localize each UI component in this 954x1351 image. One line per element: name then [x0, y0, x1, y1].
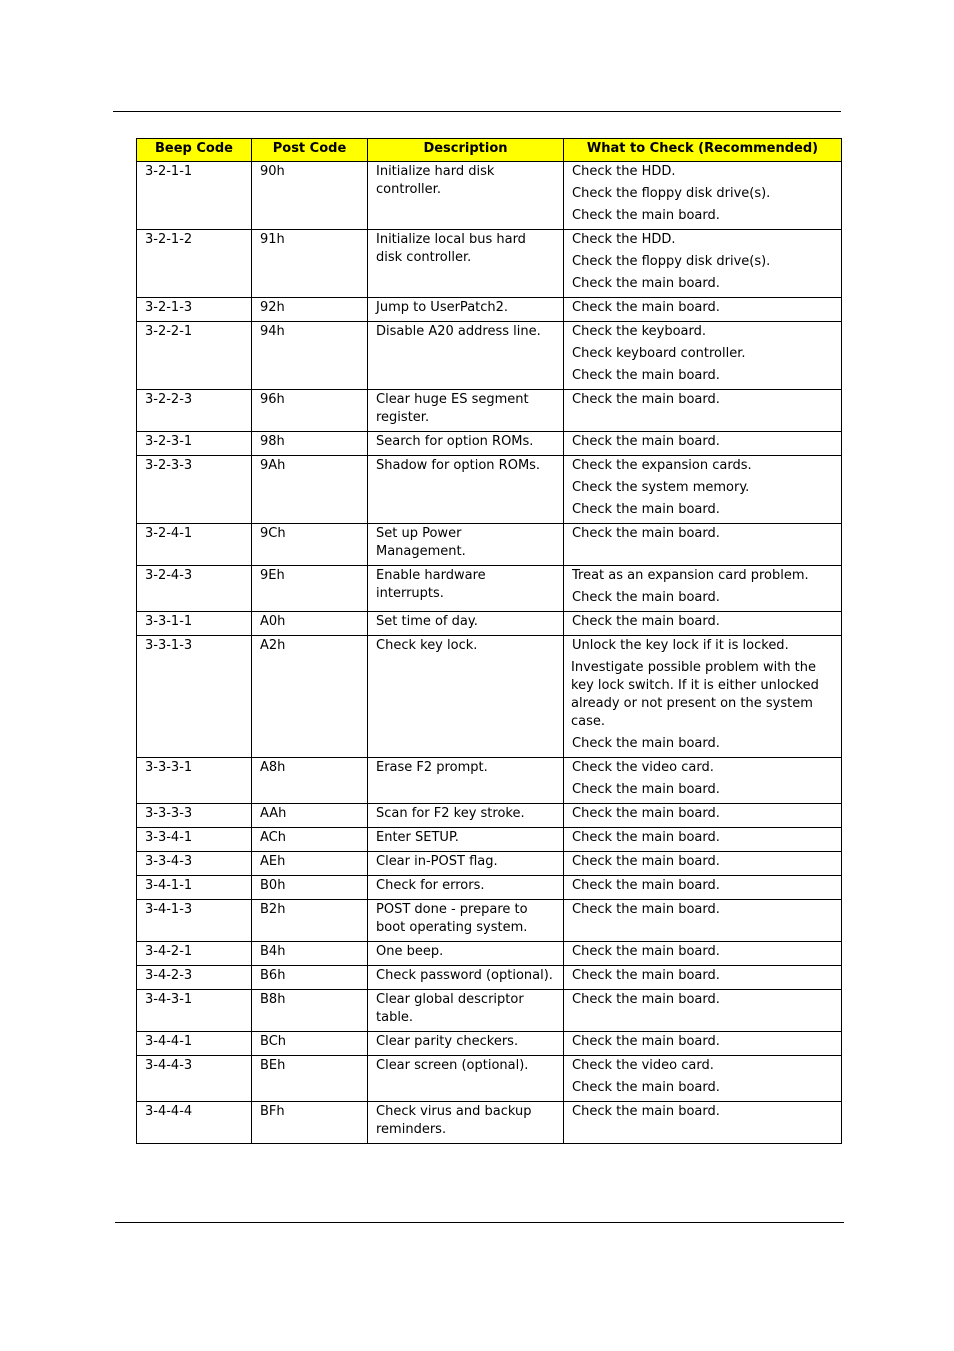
description-cell: [368, 524, 564, 566]
beep-code-cell: [137, 876, 252, 900]
what-to-check-cell: [564, 524, 842, 566]
what-to-check-cell: [564, 612, 842, 636]
beep-code-cell: [137, 900, 252, 942]
check-item: Check the main board.: [572, 1104, 720, 1119]
post-code: 91h: [260, 232, 285, 247]
table-row: [137, 524, 842, 566]
description: Clear in-POST flag.: [376, 854, 498, 869]
description-cell: [368, 390, 564, 432]
post-code: B2h: [260, 902, 286, 917]
what-to-check-cell: [564, 852, 842, 876]
beep-code-cell: [137, 1032, 252, 1056]
post-code: B6h: [260, 968, 286, 983]
beep-code: 3-2-2-3: [145, 392, 193, 407]
header-description: Description: [368, 139, 564, 162]
table-row: [137, 1102, 842, 1144]
beep-code: 3-2-4-3: [145, 568, 193, 583]
post-code: 96h: [260, 392, 285, 407]
check-item: Check keyboard controller.: [572, 346, 746, 361]
description-cell: [368, 1056, 564, 1102]
description: Erase F2 prompt.: [376, 760, 488, 775]
beep-code-cell: [137, 828, 252, 852]
description: Check virus and backup reminders.: [376, 1104, 532, 1137]
what-to-check-cell: [564, 758, 842, 804]
check-item: Check the main board.: [572, 736, 720, 751]
post-code: A0h: [260, 614, 286, 629]
beep-code-table: [136, 138, 842, 1144]
beep-code-cell: [137, 1102, 252, 1144]
post-code-cell: [252, 1032, 368, 1056]
beep-code-cell: [137, 990, 252, 1032]
beep-code: 3-3-3-3: [145, 806, 193, 821]
post-code: BCh: [260, 1034, 287, 1049]
check-item: Check the main board.: [572, 854, 720, 869]
description: Clear global descriptor table.: [376, 992, 524, 1025]
check-item: Check the main board.: [572, 208, 720, 223]
header-beep-code: Beep Code: [137, 139, 252, 162]
description-cell: [368, 322, 564, 390]
header-post-code: Post Code: [252, 139, 368, 162]
post-code: B4h: [260, 944, 286, 959]
check-item: Check the keyboard.: [572, 324, 707, 339]
post-code-cell: [252, 804, 368, 828]
beep-code-cell: [137, 566, 252, 612]
post-code-cell: [252, 876, 368, 900]
check-item: Check the HDD.: [572, 232, 676, 247]
check-item: Check the main board.: [572, 300, 720, 315]
beep-code: 3-2-1-1: [145, 164, 193, 179]
beep-code-cell: [137, 524, 252, 566]
check-item: Check the main board.: [572, 614, 720, 629]
what-to-check-cell: [564, 1056, 842, 1102]
post-code: AAh: [260, 806, 287, 821]
what-to-check-cell: [564, 804, 842, 828]
check-item: Check the main board.: [572, 878, 720, 893]
what-to-check-cell: [564, 1102, 842, 1144]
table-row: [137, 432, 842, 456]
what-to-check-cell: [564, 432, 842, 456]
check-item: Check the system memory.: [572, 480, 750, 495]
description: Search for option ROMs.: [376, 434, 534, 449]
description: Set up Power Management.: [376, 526, 466, 559]
description: Check key lock.: [376, 638, 478, 653]
post-code-cell: [252, 390, 368, 432]
description: Scan for F2 key stroke.: [376, 806, 525, 821]
post-code-cell: [252, 900, 368, 942]
description-cell: [368, 612, 564, 636]
post-code-cell: [252, 432, 368, 456]
check-item: Check the main board.: [572, 526, 720, 541]
description-cell: [368, 876, 564, 900]
beep-code: 3-3-4-1: [145, 830, 193, 845]
what-to-check-cell: [564, 322, 842, 390]
description-cell: [368, 966, 564, 990]
post-code-cell: [252, 942, 368, 966]
header-what-to-check: What to Check (Recommended): [564, 139, 842, 162]
beep-code-cell: [137, 852, 252, 876]
description: Enter SETUP.: [376, 830, 459, 845]
check-item: Check the main board.: [572, 590, 720, 605]
what-to-check-cell: [564, 900, 842, 942]
check-item: Check the video card.: [572, 1058, 714, 1073]
post-code: 98h: [260, 434, 285, 449]
beep-code-cell: [137, 1056, 252, 1102]
post-code: 9Eh: [260, 568, 285, 583]
description-cell: [368, 1032, 564, 1056]
table-row: [137, 230, 842, 298]
post-code: 94h: [260, 324, 285, 339]
description: One beep.: [376, 944, 444, 959]
beep-code-cell: [137, 966, 252, 990]
table-row: [137, 804, 842, 828]
description: Set time of day.: [376, 614, 478, 629]
beep-code-cell: [137, 758, 252, 804]
what-to-check-cell: [564, 876, 842, 900]
post-code: 92h: [260, 300, 285, 315]
what-to-check-cell: [564, 636, 842, 758]
post-code-cell: [252, 636, 368, 758]
table-row: [137, 1056, 842, 1102]
post-code-cell: [252, 1102, 368, 1144]
post-code: 90h: [260, 164, 285, 179]
check-item: Check the main board.: [572, 392, 720, 407]
what-to-check-cell: [564, 990, 842, 1032]
check-item: Check the video card.: [572, 760, 714, 775]
beep-code: 3-2-4-1: [145, 526, 193, 541]
description: Initialize hard disk controller.: [376, 164, 495, 197]
description: Enable hardware interrupts.: [376, 568, 486, 601]
table-row: [137, 636, 842, 758]
description-cell: [368, 162, 564, 230]
check-item: Check the main board.: [572, 968, 720, 983]
description: Check for errors.: [376, 878, 485, 893]
header-rule: [113, 111, 841, 112]
beep-code-cell: [137, 298, 252, 322]
post-code-cell: [252, 298, 368, 322]
description-cell: [368, 1102, 564, 1144]
post-code: B8h: [260, 992, 286, 1007]
post-code: A2h: [260, 638, 286, 653]
description: POST done - prepare to boot operating system.: [376, 902, 528, 935]
table-body: [137, 162, 842, 1144]
table-row: [137, 612, 842, 636]
check-item: Treat as an expansion card problem.: [572, 568, 809, 583]
what-to-check-cell: [564, 828, 842, 852]
check-item: Check the main board.: [572, 434, 720, 449]
description-cell: [368, 828, 564, 852]
post-code-cell: [252, 524, 368, 566]
beep-code: 3-3-3-1: [145, 760, 193, 775]
beep-code: 3-4-2-3: [145, 968, 193, 983]
beep-code-cell: [137, 322, 252, 390]
check-item: Check the main board.: [572, 782, 720, 797]
table-row: [137, 390, 842, 432]
beep-code-cell: [137, 162, 252, 230]
table-header: [137, 139, 842, 162]
description-cell: [368, 758, 564, 804]
beep-code-cell: [137, 804, 252, 828]
description: Clear parity checkers.: [376, 1034, 519, 1049]
description-cell: [368, 942, 564, 966]
beep-code-cell: [137, 390, 252, 432]
post-code-cell: [252, 456, 368, 524]
description-cell: [368, 900, 564, 942]
header-row: [137, 139, 842, 162]
post-code: BEh: [260, 1058, 286, 1073]
description: Disable A20 address line.: [376, 324, 541, 339]
check-item: Check the main board.: [572, 992, 720, 1007]
beep-code: 3-4-4-4: [145, 1104, 193, 1119]
check-item: Check the main board.: [572, 902, 720, 917]
beep-code: 3-4-4-3: [145, 1058, 193, 1073]
post-code-cell: [252, 828, 368, 852]
post-code: 9Ah: [260, 458, 286, 473]
what-to-check-cell: [564, 566, 842, 612]
what-to-check-cell: [564, 298, 842, 322]
description: Jump to UserPatch2.: [376, 300, 509, 315]
what-to-check-cell: [564, 966, 842, 990]
description-cell: [368, 298, 564, 322]
beep-code-cell: [137, 230, 252, 298]
check-item: Check the main board.: [572, 276, 720, 291]
post-code: B0h: [260, 878, 286, 893]
post-code-cell: [252, 1056, 368, 1102]
beep-code: 3-4-1-1: [145, 878, 193, 893]
description: Clear huge ES segment register.: [376, 392, 529, 425]
beep-code: 3-2-2-1: [145, 324, 193, 339]
beep-code: 3-3-1-1: [145, 614, 193, 629]
table-row: [137, 828, 842, 852]
description: Clear screen (optional).: [376, 1058, 529, 1073]
beep-code: 3-4-2-1: [145, 944, 193, 959]
beep-code: 3-4-1-3: [145, 902, 193, 917]
beep-code: 3-4-4-1: [145, 1034, 193, 1049]
check-item: Check the main board.: [572, 944, 720, 959]
beep-code: 3-4-3-1: [145, 992, 193, 1007]
check-item: Investigate possible problem with the key lock switch. If it is either unlocked already or not present on the system case.: [571, 660, 819, 729]
post-code-cell: [252, 322, 368, 390]
what-to-check-cell: [564, 1032, 842, 1056]
what-to-check-cell: [564, 162, 842, 230]
check-item: Check the main board.: [572, 806, 720, 821]
description-cell: [368, 852, 564, 876]
description: Shadow for option ROMs.: [376, 458, 541, 473]
post-code: A8h: [260, 760, 286, 775]
beep-code: 3-3-4-3: [145, 854, 193, 869]
beep-code-cell: [137, 432, 252, 456]
check-item: Unlock the key lock if it is locked.: [572, 638, 789, 653]
beep-code: 3-2-3-3: [145, 458, 193, 473]
table-row: [137, 162, 842, 230]
check-item: Check the main board.: [572, 830, 720, 845]
post-code-cell: [252, 612, 368, 636]
description-cell: [368, 990, 564, 1032]
beep-code-cell: [137, 456, 252, 524]
check-item: Check the main board.: [572, 368, 720, 383]
check-item: Check the floppy disk drive(s).: [572, 254, 771, 269]
check-item: Check the main board.: [572, 502, 720, 517]
post-code: BFh: [260, 1104, 285, 1119]
check-item: Check the expansion cards.: [572, 458, 752, 473]
table-row: [137, 456, 842, 524]
post-code: 9Ch: [260, 526, 286, 541]
table-row: [137, 758, 842, 804]
what-to-check-cell: [564, 942, 842, 966]
beep-code-cell: [137, 612, 252, 636]
description-cell: [368, 804, 564, 828]
what-to-check-cell: [564, 230, 842, 298]
post-code-cell: [252, 230, 368, 298]
table-row: [137, 900, 842, 942]
beep-code: 3-2-1-3: [145, 300, 193, 315]
table-row: [137, 876, 842, 900]
check-item: Check the floppy disk drive(s).: [572, 186, 771, 201]
check-item: Check the main board.: [572, 1034, 720, 1049]
beep-code: 3-2-1-2: [145, 232, 193, 247]
post-code-cell: [252, 990, 368, 1032]
post-code-cell: [252, 852, 368, 876]
post-code: ACh: [260, 830, 286, 845]
table-row: [137, 322, 842, 390]
post-code-cell: [252, 566, 368, 612]
check-item: Check the main board.: [572, 1080, 720, 1095]
beep-code-cell: [137, 636, 252, 758]
beep-code-cell: [137, 942, 252, 966]
description-cell: [368, 456, 564, 524]
description-cell: [368, 230, 564, 298]
table-row: [137, 990, 842, 1032]
beep-code: 3-3-1-3: [145, 638, 193, 653]
what-to-check-cell: [564, 390, 842, 432]
table-row: [137, 1032, 842, 1056]
table-row: [137, 966, 842, 990]
beep-code: 3-2-3-1: [145, 434, 193, 449]
description: Check password (optional).: [376, 968, 553, 983]
description: Initialize local bus hard disk controller.: [376, 232, 526, 265]
footer-rule: [115, 1222, 844, 1223]
table-row: [137, 566, 842, 612]
what-to-check-cell: [564, 456, 842, 524]
table-row: [137, 298, 842, 322]
description-cell: [368, 432, 564, 456]
post-code-cell: [252, 758, 368, 804]
table-row: [137, 942, 842, 966]
description-cell: [368, 566, 564, 612]
table-row: [137, 852, 842, 876]
check-item: Check the HDD.: [572, 164, 676, 179]
description-cell: [368, 636, 564, 758]
post-code: AEh: [260, 854, 286, 869]
post-code-cell: [252, 162, 368, 230]
post-code-cell: [252, 966, 368, 990]
